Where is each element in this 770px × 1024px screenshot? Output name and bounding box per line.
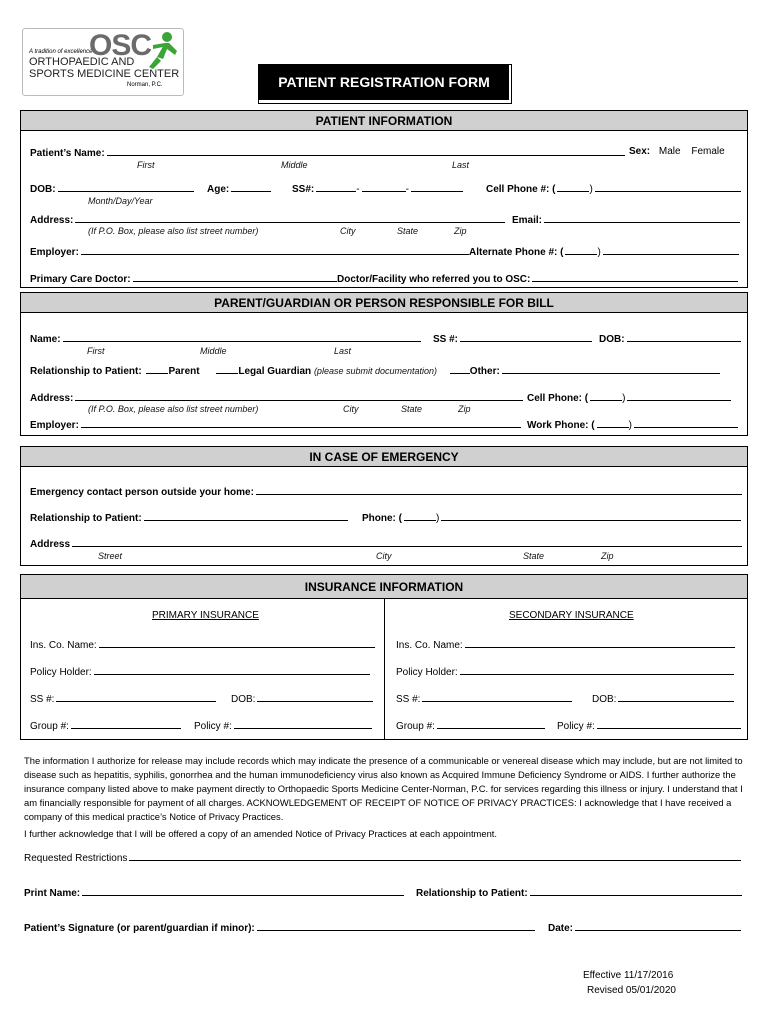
print-name-field[interactable] (82, 886, 404, 896)
first-hint: First (87, 346, 105, 356)
logo-tagline: A tradition of excellence (29, 49, 93, 55)
runner-icon (143, 31, 181, 71)
alt-phone-field[interactable] (603, 245, 739, 255)
secondary-policy-label: Policy #: (557, 721, 595, 732)
dob-field[interactable] (58, 182, 194, 192)
primary-insurance-heading: PRIMARY INSURANCE (152, 610, 259, 621)
secondary-group-field[interactable] (437, 719, 545, 729)
signature-field[interactable] (257, 921, 535, 931)
ss-field-1[interactable] (316, 182, 356, 192)
guardian-section-header: PARENT/GUARDIAN OR PERSON RESPONSIBLE FOR BILL (20, 292, 748, 313)
date-label: Date: (548, 923, 574, 934)
guardian-ss-field[interactable] (460, 332, 592, 342)
emergency-address-label: Address (30, 539, 71, 550)
primary-dob-label: DOB: (231, 694, 256, 705)
cell-paren: ) (589, 184, 593, 195)
form-title (258, 64, 512, 104)
guardian-dob-field[interactable] (627, 332, 741, 342)
legal-checkline[interactable] (216, 364, 238, 374)
revised-date: Revised 05/01/2020 (587, 985, 676, 996)
emergency-contact-label: Emergency contact person outside your home: (30, 487, 254, 498)
zip-hint: Zip (458, 404, 471, 414)
age-field[interactable] (231, 182, 271, 192)
address-label: Address: (30, 215, 74, 226)
last-hint: Last (452, 160, 470, 170)
emergency-contact-field[interactable] (256, 485, 742, 495)
pcp-field[interactable] (133, 272, 337, 282)
primary-insco-label: Ins. Co. Name: (30, 640, 97, 651)
emergency-address-field[interactable] (72, 537, 742, 547)
logo-line3: Norman, P.C. (127, 82, 163, 88)
sex-label: Sex: (629, 146, 651, 157)
street-hint: Street (98, 551, 123, 561)
dob-hint: Month/Day/Year (88, 196, 153, 206)
alt-phone-label: Alternate Phone #: ( (469, 247, 564, 258)
phone-paren: ) (436, 513, 440, 524)
cell-label: Cell Phone #: ( (486, 184, 556, 195)
city-hint: City (343, 404, 359, 414)
insurance-divider (384, 599, 385, 740)
first-hint: First (137, 160, 155, 170)
patient-name-label: Patient’s Name: (30, 148, 105, 159)
insurance-section-header: INSURANCE INFORMATION (20, 574, 748, 599)
effective-date: Effective 11/17/2016 (583, 970, 674, 981)
po-hint: (If P.O. Box, please also list street number) (88, 226, 259, 236)
rel-label: Relationship to Patient: (30, 366, 142, 377)
primary-dob-field[interactable] (257, 692, 373, 702)
ss-field-2[interactable] (362, 182, 406, 192)
emergency-phone-field[interactable] (441, 511, 741, 521)
sig-relationship-field[interactable] (530, 886, 742, 896)
primary-policy-label: Policy #: (194, 721, 232, 732)
work-phone-label: Work Phone: ( (527, 420, 595, 431)
guardian-cell-area[interactable] (590, 391, 622, 401)
emergency-section-header: IN CASE OF EMERGENCY (20, 446, 748, 467)
cell-phone-field[interactable] (595, 182, 741, 192)
work-area-field[interactable] (597, 418, 629, 428)
secondary-insco-label: Ins. Co. Name: (396, 640, 463, 651)
address-field[interactable] (75, 213, 505, 223)
email-label: Email: (512, 215, 543, 226)
state-hint: State (523, 551, 545, 561)
employer-field[interactable] (81, 245, 469, 255)
acknowledge-text: I further acknowledge that I will be offered a copy of an amended Notice of Privacy Practices at each appointment. (24, 828, 498, 839)
emergency-rel-field[interactable] (144, 511, 348, 521)
primary-group-field[interactable] (71, 719, 181, 729)
ss-sep: - (356, 184, 360, 195)
primary-policy-field[interactable] (234, 719, 372, 729)
employer-label: Employer: (30, 247, 79, 258)
ss-field-3[interactable] (411, 182, 463, 192)
logo-line2: SPORTS MEDICINE CENTER (29, 68, 180, 80)
primary-insco-field[interactable] (99, 638, 375, 648)
print-name-label: Print Name: (24, 888, 81, 899)
cell-paren: ) (622, 393, 626, 404)
secondary-insurance-heading: SECONDARY INSURANCE (509, 610, 634, 621)
guardian-dob-label: DOB: (599, 334, 625, 345)
secondary-dob-field[interactable] (618, 692, 734, 702)
secondary-dob-label: DOB: (592, 694, 617, 705)
middle-hint: Middle (200, 346, 227, 356)
guardian-address-label: Address: (30, 393, 74, 404)
ss-sep: - (405, 184, 409, 195)
guardian-cell-field[interactable] (627, 391, 731, 401)
zip-hint: Zip (454, 226, 467, 236)
secondary-policy-field[interactable] (597, 719, 741, 729)
secondary-ss-field[interactable] (422, 692, 572, 702)
patient-section-header: PATIENT INFORMATION (20, 110, 748, 131)
primary-holder-label: Policy Holder: (30, 667, 92, 678)
secondary-insco-field[interactable] (465, 638, 735, 648)
referred-field[interactable] (532, 272, 738, 282)
authorization-text: The information I authorize for release may include records which may indicate the presence of a communicable or venereal disease which may include, but are not limited to disease such as hepatitis, syphilis, gonorrhea and the human immunodeficiency virus also known as Acquired Immune Deficiency Syndrome or AIDS. I further authorize the insurance company listed above to make payment directly to Orthopaedic Sports Medicine Center-Norman, P.C. for services regarding this illness or injury. I understand that I am financially responsible for payment of all charges. ACKNOWLEDGEMENT OF RECEIPT OF NOTICE OF PRIVACY PRACTICES: I acknowledge that I have received a company of this medical practice’s Notice of Privacy Practices. (24, 755, 743, 822)
logo-brand: OSC (89, 29, 152, 62)
other-option: Other: (469, 366, 500, 377)
last-hint: Last (334, 346, 352, 356)
form-title-text: PATIENT REGISTRATION FORM (259, 65, 509, 100)
email-field[interactable] (544, 213, 740, 223)
primary-holder-field[interactable] (94, 665, 370, 675)
work-phone-field[interactable] (634, 418, 738, 428)
alt-paren: ) (597, 247, 601, 258)
state-hint: State (401, 404, 423, 414)
guardian-name-label: Name: (30, 334, 61, 345)
sex-female[interactable]: Female (691, 146, 725, 157)
sex-male[interactable]: Male (658, 146, 681, 157)
guardian-ss-label: SS #: (433, 334, 459, 345)
logo (22, 28, 184, 96)
ss-label: SS#: (292, 184, 315, 195)
state-hint: State (397, 226, 419, 236)
other-checkline[interactable] (450, 364, 470, 374)
signature-label: Patient’s Signature (or parent/guardian if minor): (24, 923, 255, 934)
legal-option: Legal Guardian (238, 366, 312, 377)
city-hint: City (340, 226, 356, 236)
guardian-employer-field[interactable] (81, 418, 521, 428)
emergency-rel-label: Relationship to Patient: (30, 513, 142, 524)
patient-name-field[interactable] (107, 146, 625, 156)
secondary-holder-label: Policy Holder: (396, 667, 458, 678)
dob-label: DOB: (30, 184, 56, 195)
legal-note: (please submit documentation) (313, 366, 438, 376)
age-label: Age: (207, 184, 230, 195)
middle-hint: Middle (281, 160, 308, 170)
pcp-label: Primary Care Doctor: (30, 274, 131, 285)
other-field[interactable] (502, 364, 720, 374)
parent-option: Parent (168, 366, 200, 377)
emergency-phone-label: Phone: ( (362, 513, 402, 524)
restrictions-field[interactable] (129, 851, 741, 861)
logo-line1: ORTHOPAEDIC AND (29, 56, 135, 68)
restrictions-label: Requested Restrictions (24, 853, 128, 864)
emergency-area-field[interactable] (404, 511, 436, 521)
work-paren: ) (628, 420, 632, 431)
guardian-employer-label: Employer: (30, 420, 79, 431)
secondary-holder-field[interactable] (460, 665, 734, 675)
sig-relationship-label: Relationship to Patient: (416, 888, 528, 899)
zip-hint: Zip (601, 551, 614, 561)
alt-area-field[interactable] (565, 245, 597, 255)
primary-group-label: Group #: (30, 721, 69, 732)
secondary-ss-label: SS #: (396, 694, 421, 705)
po-hint: (If P.O. Box, please also list street number) (88, 404, 259, 414)
secondary-group-label: Group #: (396, 721, 435, 732)
parent-checkline[interactable] (146, 364, 168, 374)
guardian-name-field[interactable] (63, 332, 421, 342)
city-hint: City (376, 551, 392, 561)
primary-ss-field[interactable] (56, 692, 216, 702)
guardian-cell-label: Cell Phone: ( (527, 393, 589, 404)
cell-area-field[interactable] (557, 182, 589, 192)
referred-label: Doctor/Facility who referred you to OSC: (337, 274, 531, 285)
guardian-address-field[interactable] (75, 391, 523, 401)
primary-ss-label: SS #: (30, 694, 55, 705)
date-field[interactable] (575, 921, 741, 931)
